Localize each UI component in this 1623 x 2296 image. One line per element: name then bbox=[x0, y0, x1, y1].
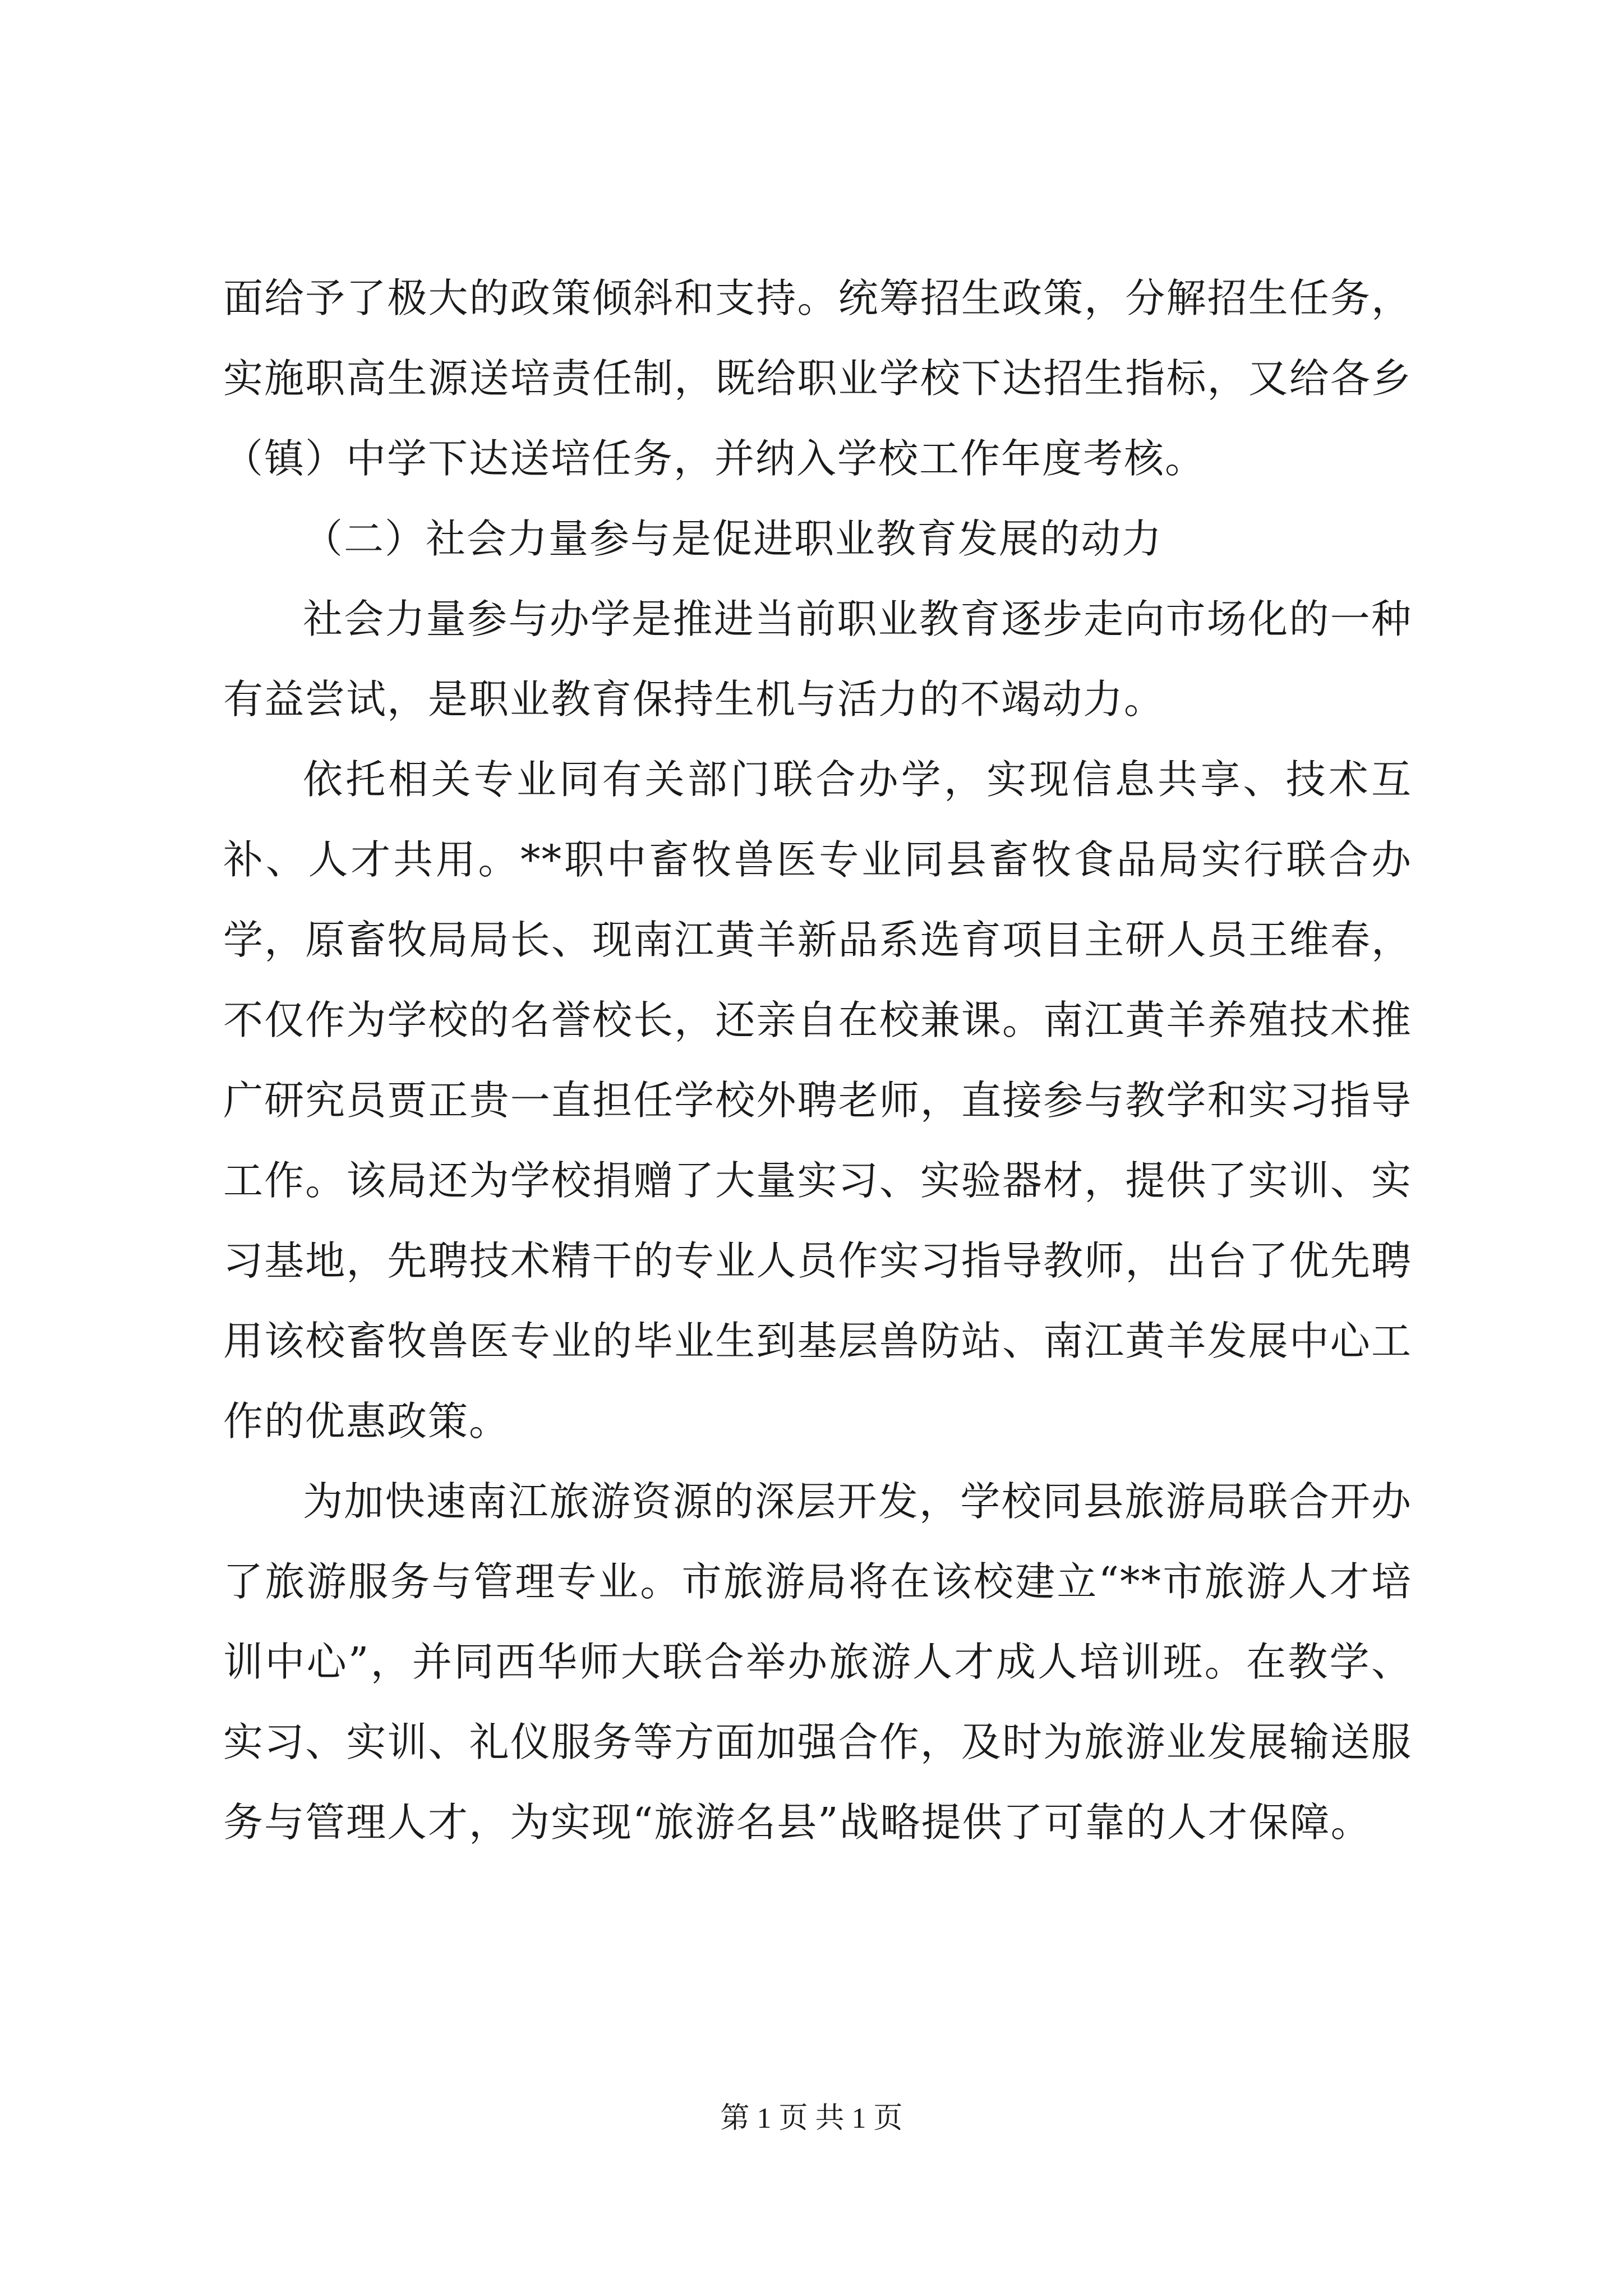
paragraph-continuation: 面给予了极大的政策倾斜和支持。统筹招生政策，分解招生任务，实施职高生源送培责任制，既给职业学校下达招生指标，又给各乡（镇）中学下达送培任务，并纳入学校工作年度考核。 bbox=[223, 275, 1412, 482]
section-heading: （二）社会力量参与是促进职业教育发展的动力 bbox=[303, 516, 1163, 562]
paragraph-joint-school-livestock: 依托相关专业同有关部门联合办学，实现信息共享、技术互补、人才共用。**职中畜牧兽医专业同县畜牧食品局实行联合办学，原畜牧局局长、现南江黄羊新品系选育项目主研人员王维春，不仅作为学校的名誉校长，还亲自在校兼课。南江黄羊养殖技术推广研究员贾正贵一直担任学校外聘老师，直接参与教学和实习指导工作。该局还为学校捐赠了大量实习、实验器材，提供了实训、实习基地，先聘技术精干的专业人员作实习指导教师，出台了优先聘用该校畜牧兽医专业的毕业生到基层兽防站、南江黄羊发展中心工作的优惠政策。 bbox=[223, 756, 1412, 1444]
paragraph-social-participation: 社会力量参与办学是推进当前职业教育逐步走向市场化的一种有益尝试，是职业教育保持生机与活力的不竭动力。 bbox=[223, 596, 1412, 723]
paragraph-joint-school-tourism: 为加快速南江旅游资源的深层开发，学校同县旅游局联合开办了旅游服务与管理专业。市旅游局将在该校建立“**市旅游人才培训中心”，并同西华师大联合举办旅游人才成人培训班。在教学、实习、实训、礼仪服务等方面加强合作，及时为旅游业发展输送服务与管理人才，为实现“旅游名县”战略提供了可靠的人才保障。 bbox=[223, 1478, 1412, 1846]
document-body bbox=[223, 258, 1412, 1862]
page-footer: 第 1 页 共 1 页 bbox=[720, 2102, 903, 2134]
